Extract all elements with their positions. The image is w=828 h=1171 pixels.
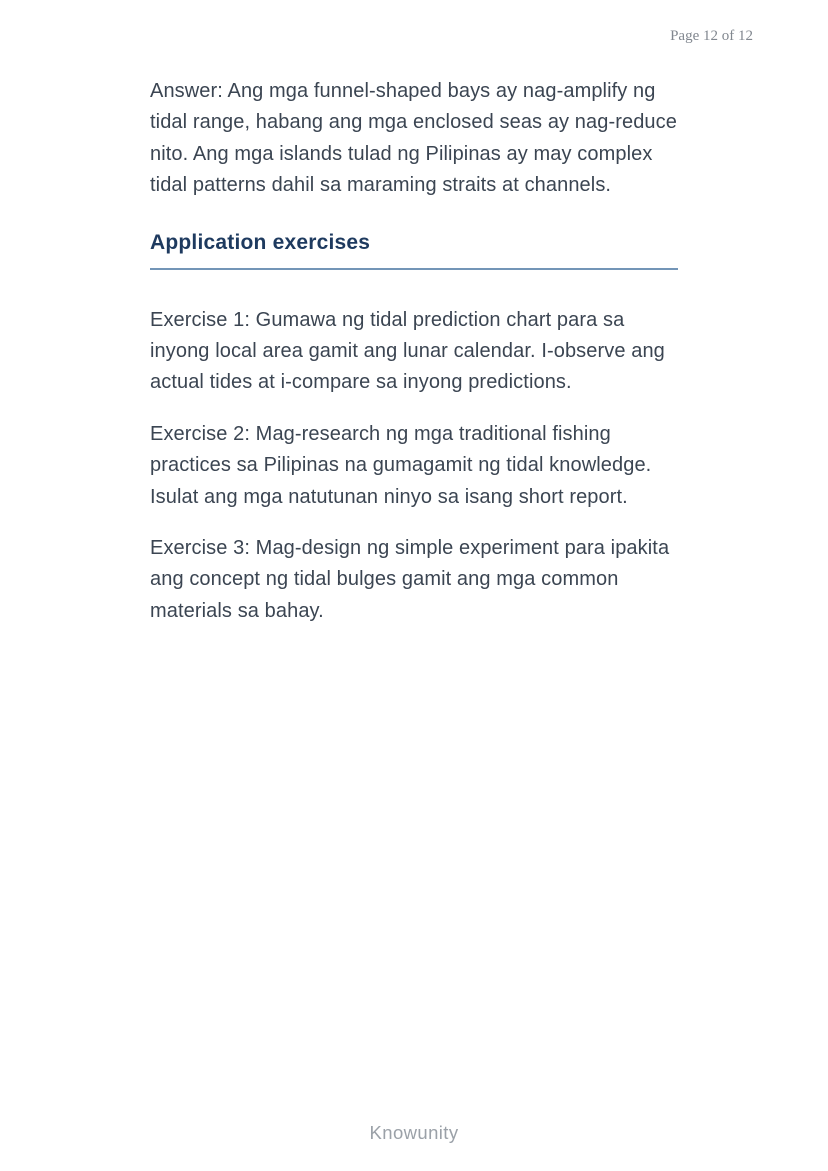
section-heading: Application exercises (150, 230, 371, 254)
page-content (150, 76, 678, 647)
page-indicator: Page 12 of 12 (670, 28, 753, 44)
exercise-paragraph: Exercise 2: Mag-research ng mga traditional fishing practices sa Pilipinas na gumagamit ng tidal knowledge. Isulat ang mga natutunan ninyo sa isang short report. (150, 422, 652, 508)
exercise-paragraph: Exercise 1: Gumawa ng tidal prediction chart para sa inyong local area gamit ang lunar calendar. I-observe ang actual tides at i-compare sa inyong predictions. (150, 308, 665, 394)
section-divider (150, 268, 678, 270)
exercise-paragraph: Exercise 3: Mag-design ng simple experiment para ipakita ang concept ng tidal bulges gamit ang mga common materials sa bahay. (150, 537, 670, 622)
footer-brand: Knowunity (369, 1122, 459, 1143)
answer-paragraph: Answer: Ang mga funnel-shaped bays ay nag-amplify ng tidal range, habang ang mga enclosed seas ay nag-reduce nito. Ang mga islands tulad ng Pilipinas ay may complex tidal patterns dahil sa maraming straits at channels. (150, 80, 677, 197)
exercise-list (150, 305, 678, 628)
